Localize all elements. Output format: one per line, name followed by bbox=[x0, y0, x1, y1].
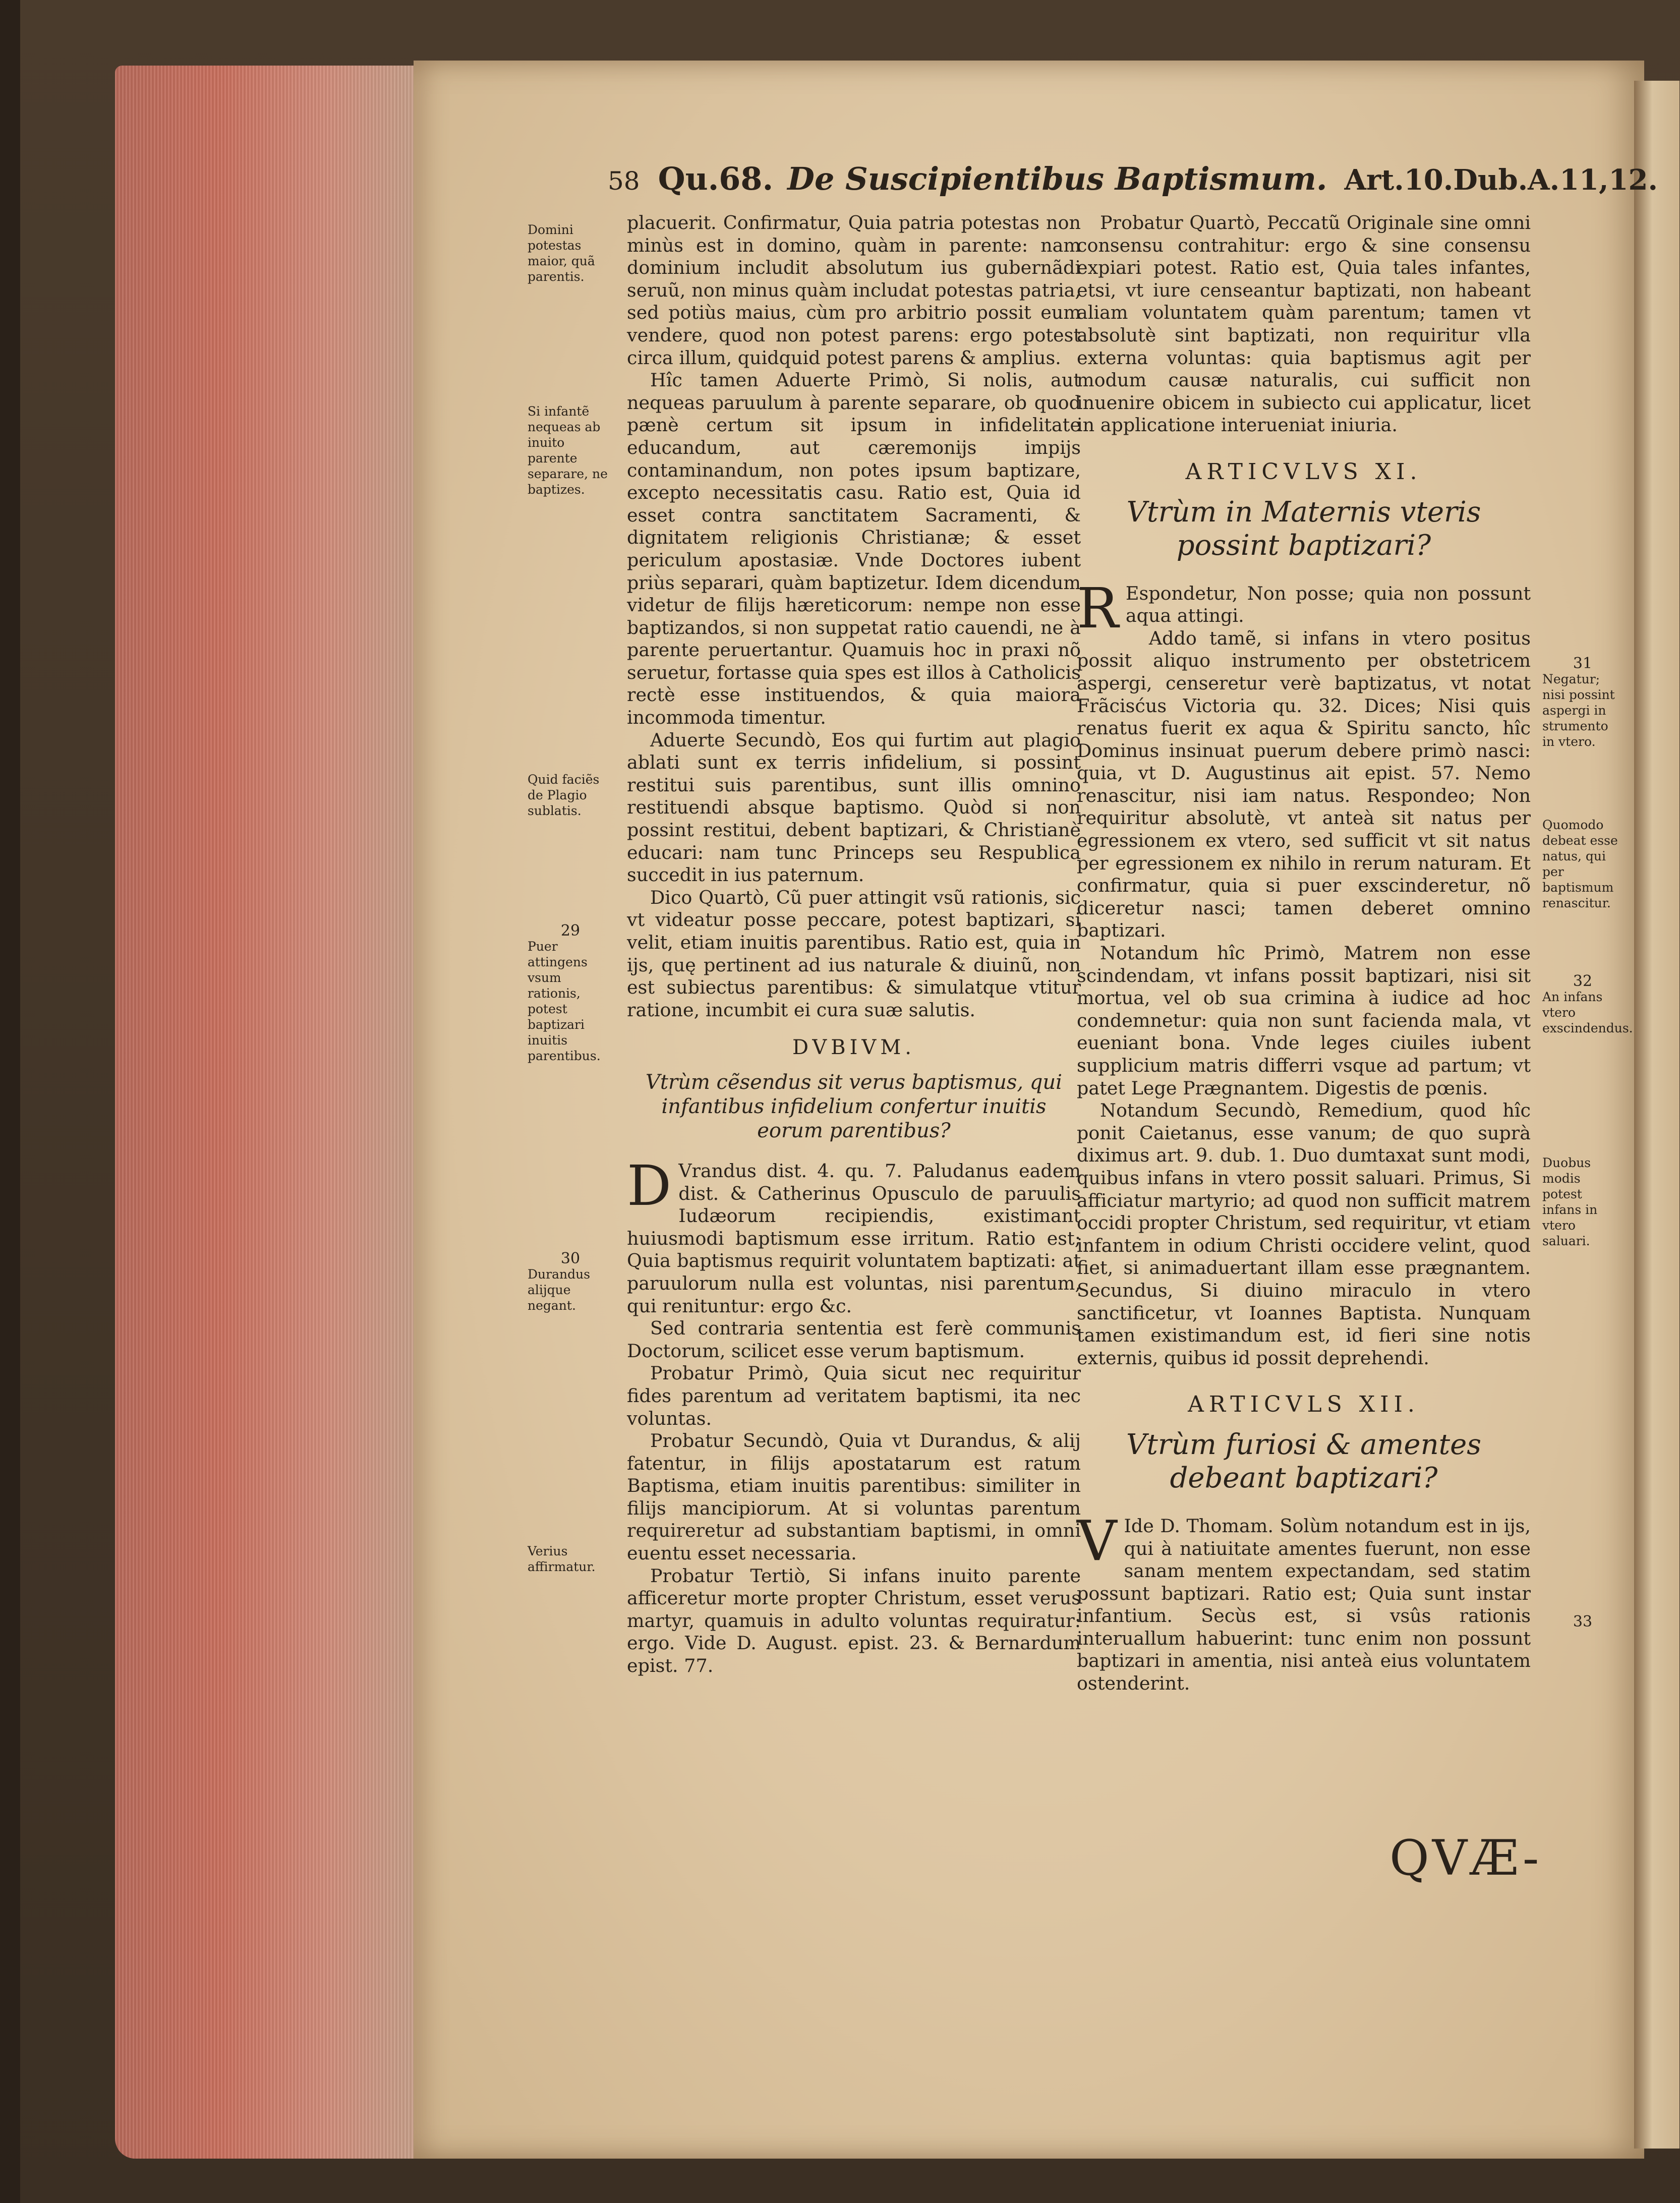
paragraph: Hîc tamen Aduerte Primò, Si nolis, aut nequeas paruulum à parente separare, ob quod pænè certum sit ipsum in infidelitate educandum, aut cæremonijs impijs contaminandum, non potes ipsum baptizare, excepto necessitatis casu. Ratio est, Quia id esset contra sanctitatem Sacramenti, & dignitatem religionis Christianæ; & esset periculum apostasiæ. Vnde Doctores iubent priùs separari, quàm baptizetur. Idem dicendum videtur de filijs hæreticorum: nempe non esse baptizandos, si non suppetat ratio cauendi, ne à parente peruertantur. Quamuis hoc in praxi nõ seruetur, fortasse quia spes est illos à Catholicis rectè esse instituendos, & quia maiora incommoda timentur. bbox=[627, 369, 1081, 729]
article-question: Vtrùm in Maternis vteris possint baptizari? bbox=[1126, 495, 1481, 562]
left-column bbox=[627, 212, 1081, 1677]
paragraph: Dico Quartò, Cũ puer attingit vsũ rationis, sic vt videatur posse peccare, potest baptizari, si velit, etiam inuitis parentibus. Ratio est, quia in ijs, quę pertinent ad ius naturale & diuinũ, non est subiectus parentibus: & simulatque vtitur ratione, incumbit ei cura suæ salutis. bbox=[627, 886, 1081, 1021]
page-number: 58 bbox=[608, 166, 640, 196]
margin-note bbox=[1542, 1614, 1623, 1630]
margin-note-text: Negatur; nisi possint aspergi in strumento in vtero. bbox=[1542, 672, 1615, 749]
note-number: 29 bbox=[560, 922, 581, 940]
book-gutter bbox=[1634, 81, 1679, 2149]
note-number: 30 bbox=[560, 1250, 581, 1267]
paragraph: Probatur Secundò, Quia vt Durandus, & alij fatentur, in filijs apostatarum est ratum Baptisma, etiam inuitis parentibus: similiter in filijs mancipiorum. At si voluntas parentum requireretur ad substantiam baptismi, in omni euentu esset necessaria. bbox=[627, 1430, 1081, 1564]
dubium-heading: DVBIVM. bbox=[792, 1036, 915, 1060]
article-question: Vtrùm furiosi & amentes debeant baptizari? bbox=[1126, 1428, 1482, 1494]
header-title: De Suscipientibus Baptismum. bbox=[787, 160, 1327, 197]
right-column bbox=[1077, 212, 1531, 1695]
note-number: 31 bbox=[1573, 655, 1593, 672]
catchword: QVÆ- bbox=[1389, 1830, 1542, 1886]
margin-note bbox=[1542, 972, 1633, 1036]
note-number: 32 bbox=[1573, 972, 1593, 990]
question-number: Qu.68. bbox=[658, 160, 774, 197]
margin-note: Duobus modis potest infans in vtero saluari. bbox=[1542, 1155, 1598, 1248]
margin-note: Verius affirmatur. bbox=[528, 1544, 596, 1574]
paragraph: Notandum hîc Primò, Matrem non esse scindendam, vt infans possit baptizari, nisi sit mortua, vel ob sua crimina à iudice ad hoc condemnetur: quia non sunt facienda mala, vt eueniant bona. Vnde leges ciuiles iubent supplicium matris differri vsque ad partum; vt patet Lege Prægnantem. Digestis de pœnis. bbox=[1077, 942, 1531, 1099]
paragraph-text: Vrandus dist. 4. qu. 7. Paludanus eadem dist. & Catherinus Opusculo de paruulis Iudæorum recipiendis, existimant huiusmodi baptismum esse irritum. Ratio est; Quia baptismus requirit voluntatem baptizati: at paruulorum nulla est voluntas, nisi parentum, qui renituntur: ergo &c. bbox=[627, 1160, 1081, 1317]
paragraph: placuerit. Confirmatur, Quia patria potestas non minùs est in domino, quàm in parente: nam dominium includit absolutum ius gubernãdi seruũ, non minus quàm includat potestas patria, sed potiùs maius, cùm pro arbitrio possit eum vendere, quod non potest parens: ergo potest circa illum, quidquid potest parens & amplius. bbox=[627, 212, 1081, 369]
drop-cap: V bbox=[1077, 1508, 1117, 1573]
paragraph-text: Ide D. Thomam. Solùm notandum est in ijs, qui à natiuitate amentes fuerunt, non esse sanam mentem expectandam, sed statim possunt baptizari. Ratio est; Quia sunt instar infantium. Secùs est, si vsûs rationis interuallum habuerint: tunc enim non possunt baptizari in amentia, nisi anteà eius voluntatem ostenderint. bbox=[1077, 1515, 1531, 1695]
paragraph bbox=[627, 1153, 1081, 1317]
margin-note: Quomodo debeat esse natus, qui per baptismum renascitur. bbox=[1542, 818, 1618, 910]
margin-note bbox=[528, 923, 613, 1064]
drop-cap: R bbox=[1077, 575, 1119, 641]
margin-note-text: Puer attingens vsum rationis, potest baptizari inuitis parentibus. bbox=[528, 939, 601, 1063]
paragraph: Probatur Tertiò, Si infans inuito parente afficeretur morte propter Christum, esset verus martyr, quamuis in adulto voluntas requiratur: ergo. Vide D. August. epist. 23. & Bernardum epist. 77. bbox=[627, 1564, 1081, 1677]
paragraph: Sed contraria sententia est ferè communis Doctorum, scilicet esse verum baptismum. bbox=[627, 1317, 1081, 1362]
margin-note: Quid faciẽs de Plagio sublatis. bbox=[528, 772, 600, 818]
header-article: Art.10.Dub.A.11,12. bbox=[1344, 163, 1658, 197]
margin-note: Si infantẽ nequeas ab inuito parente separare, ne baptizes. bbox=[528, 404, 608, 497]
margin-note bbox=[1542, 656, 1623, 749]
paragraph bbox=[1077, 1508, 1531, 1695]
margin-note bbox=[528, 1251, 613, 1313]
drop-cap: D bbox=[627, 1153, 672, 1218]
article-heading: ARTICVLVS XI. bbox=[1185, 458, 1422, 485]
note-number: 33 bbox=[1573, 1613, 1593, 1631]
paragraph: Probatur Quartò, Peccatũ Originale sine omni consensu contrahitur: ergo & sine consensu expiari potest. Ratio est, Quia tales infantes, etsi, vt iure censeantur baptizati, non habeant aliam voluntatem quàm parentum; tamen vt absolutè sint baptizati, non requiritur vlla externa voluntas: quia baptismus agit per modum causæ naturalis, cui sufficit non inuenire obicem in subiecto cui applicatur, licet in applicatione interueniat iniuria. bbox=[1077, 212, 1531, 436]
scan-edge bbox=[0, 0, 20, 2203]
margin-note-text: Durandus alijque negant. bbox=[528, 1267, 591, 1313]
paragraph: Notandum Secundò, Remedium, quod hîc ponit Caietanus, esse vanum; de quo suprà diximus art. 9. dub. 1. Duo dumtaxat sunt modi, quibus infans in vtero possit saluari. Primus, Si afficiatur martyrio; ad quod non sufficit matrem occidi propter Christum, sed requiritur, vt etiam infantem in odium Christi occidere velint, quod fiet, si animaduertant illam esse prægnantem. Secundus, Si diuino miraculo in vtero sanctificetur, vt Ioannes Baptista. Nunquam tamen existimandum est, id fieri sine notis externis, quibus id possit deprehendi. bbox=[1077, 1099, 1531, 1369]
paragraph bbox=[1077, 575, 1531, 641]
margin-note: Domini potestas maior, quã parentis. bbox=[528, 222, 595, 284]
paragraph: Probatur Primò, Quia sicut nec requiritur fides parentum ad veritatem baptismi, ita nec voluntas. bbox=[627, 1362, 1081, 1429]
margin-note-text: An infans vtero exscindendus. bbox=[1542, 990, 1633, 1035]
dubium-question: Vtrùm cẽsendus sit verus baptismus, qui infantibus infidelium confertur inuitis eorum parentibus? bbox=[646, 1070, 1062, 1142]
running-header bbox=[608, 160, 1658, 206]
paragraph-text: Espondetur, Non posse; quia non possunt aqua attingi. bbox=[1125, 582, 1531, 627]
book-page-edges bbox=[115, 66, 418, 2159]
paragraph: Addo tamẽ, si infans in vtero positus possit aliquo instrumento per obstetricem aspergi, censeretur verè baptizatus, vt notat Frãcisćus Victoria qu. 32. Dices; Nisi quis renatus fuerit ex aqua & Spiritu sancto, hîc Dominus insinuat puerum debere primò nasci: quia, vt D. Augustinus ait epist. 57. Nemo renascitur, nisi iam natus. Respondeo; Non requiritur absolutè, vt anteà sit natus per egressionem ex vtero, sed sufficit vt sit natus per egressionem ex nihilo in rerum naturam. Et confirmatur, quia si puer exscinderetur, nõ diceretur nasci; tamen deberet omnino baptizari. bbox=[1077, 627, 1531, 942]
article-heading: ARTICVLS XII. bbox=[1188, 1392, 1420, 1418]
paragraph: Aduerte Secundò, Eos qui furtim aut plagio ablati sunt ex terris infidelium, si possint restitui suis parentibus, sunt illis omnino restituendi absque baptismo. Quòd si non possint restitui, debent baptizari, & Christianè educari: nam tunc Princeps seu Respublica succedit in ius paternum. bbox=[627, 729, 1081, 886]
